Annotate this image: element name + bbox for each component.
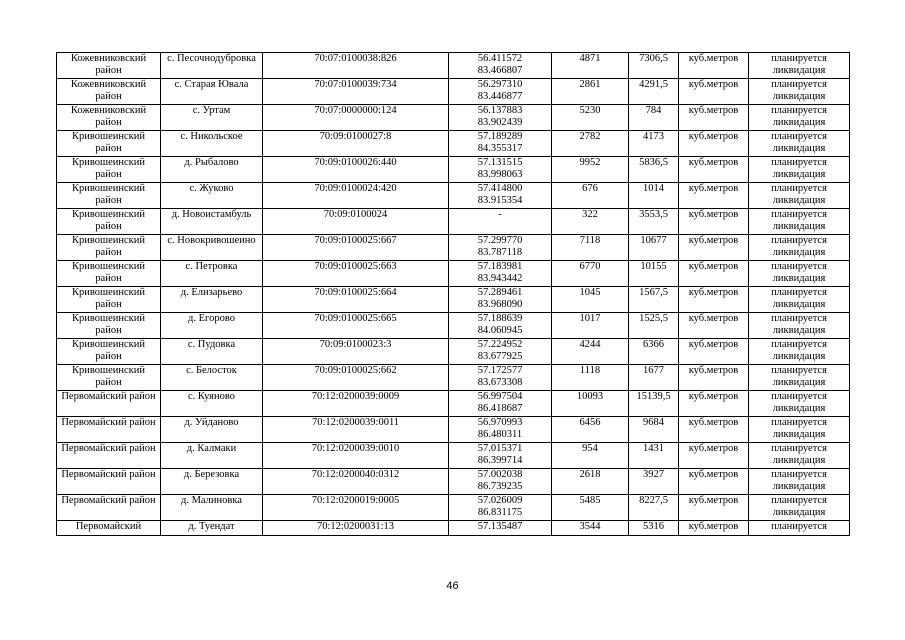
district-cell: Кривошеинский район [57,339,161,365]
settlement-cell: с. Уртам [161,105,263,131]
unit-cell: куб.метров [679,443,749,469]
table-row [57,183,850,209]
cadastral-number-cell: 70:07:0100039:734 [263,79,449,105]
status-cell: планируется ликвидация [749,105,850,131]
coordinates-cell: 57.414800 83.915354 [449,183,552,209]
district-cell: Кривошеинский район [57,365,161,391]
unit-cell: куб.метров [679,495,749,521]
status-cell: планируется [749,521,850,536]
settlement-cell: д. Березовка [161,469,263,495]
table-row [57,495,850,521]
volume-cell: 1431 [629,443,679,469]
volume-cell: 3927 [629,469,679,495]
settlement-cell: д. Малиновка [161,495,263,521]
status-cell: планируется ликвидация [749,443,850,469]
volume-cell: 4173 [629,131,679,157]
settlement-cell: с. Никольское [161,131,263,157]
settlement-cell: д. Новоистамбуль [161,209,263,235]
table-row [57,339,850,365]
unit-cell: куб.метров [679,339,749,365]
district-cell: Первомайский район [57,417,161,443]
cadastral-number-cell: 70:12:0200040:0312 [263,469,449,495]
volume-cell: 15139,5 [629,391,679,417]
table-row [57,131,850,157]
cadastral-number-cell: 70:07:0100038:826 [263,53,449,79]
unit-cell: куб.метров [679,105,749,131]
area-cell: 4244 [552,339,629,365]
table-row [57,79,850,105]
status-cell: планируется ликвидация [749,287,850,313]
district-cell: Кожевниковский район [57,79,161,105]
coordinates-cell: 57.015371 86.399714 [449,443,552,469]
cadastral-number-cell: 70:09:0100027:8 [263,131,449,157]
coordinates-cell: 57.299770 83.787118 [449,235,552,261]
cadastral-number-cell: 70:09:0100023:3 [263,339,449,365]
volume-cell: 1567,5 [629,287,679,313]
unit-cell: куб.метров [679,469,749,495]
table-body [57,53,850,536]
unit-cell: куб.метров [679,313,749,339]
area-cell: 1017 [552,313,629,339]
unit-cell: куб.метров [679,183,749,209]
area-cell: 5230 [552,105,629,131]
coordinates-cell: 57.002038 86.739235 [449,469,552,495]
settlement-cell: с. Новокривошеино [161,235,263,261]
unit-cell: куб.метров [679,261,749,287]
coordinates-cell: 57.183981 83.943442 [449,261,552,287]
cadastral-number-cell: 70:09:0100024 [263,209,449,235]
settlement-cell: д. Уйданово [161,417,263,443]
district-cell: Первомайский район [57,495,161,521]
volume-cell: 1525,5 [629,313,679,339]
unit-cell: куб.метров [679,131,749,157]
area-cell: 10093 [552,391,629,417]
table-row [57,53,850,79]
table-row [57,443,850,469]
status-cell: планируется ликвидация [749,495,850,521]
unit-cell: куб.метров [679,79,749,105]
status-cell: планируется ликвидация [749,469,850,495]
volume-cell: 5836,5 [629,157,679,183]
volume-cell: 4291,5 [629,79,679,105]
settlement-cell: д. Елизарьево [161,287,263,313]
district-cell: Кривошеинский район [57,235,161,261]
volume-cell: 5316 [629,521,679,536]
cadastral-number-cell: 70:09:0100025:667 [263,235,449,261]
area-cell: 6456 [552,417,629,443]
status-cell: планируется ликвидация [749,209,850,235]
volume-cell: 9684 [629,417,679,443]
table-row [57,105,850,131]
area-cell: 2861 [552,79,629,105]
district-cell: Кривошеинский район [57,287,161,313]
status-cell: планируется ликвидация [749,53,850,79]
status-cell: планируется ликвидация [749,313,850,339]
table-row [57,469,850,495]
district-cell: Первомайский район [57,391,161,417]
status-cell: планируется ликвидация [749,391,850,417]
table-row [57,235,850,261]
district-cell: Кривошеинский район [57,209,161,235]
settlement-cell: с. Пудовка [161,339,263,365]
settlement-cell: с. Петровка [161,261,263,287]
coordinates-cell: 57.289461 83.968090 [449,287,552,313]
coordinates-cell: 56.137883 83.902439 [449,105,552,131]
cadastral-number-cell: 70:09:0100025:662 [263,365,449,391]
table-row [57,287,850,313]
volume-cell: 10677 [629,235,679,261]
status-cell: планируется ликвидация [749,339,850,365]
area-cell: 2618 [552,469,629,495]
coordinates-cell: 57.188639 84.060945 [449,313,552,339]
district-cell: Кожевниковский район [57,53,161,79]
status-cell: планируется ликвидация [749,183,850,209]
volume-cell: 3553,5 [629,209,679,235]
district-cell: Первомайский [57,521,161,536]
cadastral-number-cell: 70:09:0100025:665 [263,313,449,339]
table-row [57,391,850,417]
settlement-cell: д. Егорово [161,313,263,339]
settlement-cell: с. Песочнодубровка [161,53,263,79]
volume-cell: 7306,5 [629,53,679,79]
area-cell: 9952 [552,157,629,183]
unit-cell: куб.метров [679,391,749,417]
status-cell: планируется ликвидация [749,79,850,105]
coordinates-cell: 56.997504 86.418687 [449,391,552,417]
cadastral-number-cell: 70:07:0000000:124 [263,105,449,131]
coordinates-cell: 56.297310 83.446877 [449,79,552,105]
area-cell: 322 [552,209,629,235]
cadastral-number-cell: 70:12:0200039:0011 [263,417,449,443]
volume-cell: 784 [629,105,679,131]
area-cell: 3544 [552,521,629,536]
settlement-cell: с. Куяново [161,391,263,417]
cadastral-number-cell: 70:12:0200019:0005 [263,495,449,521]
unit-cell: куб.метров [679,417,749,443]
volume-cell: 8227,5 [629,495,679,521]
coordinates-cell: - [449,209,552,235]
area-cell: 1118 [552,365,629,391]
table-row [57,157,850,183]
district-cell: Кривошеинский район [57,131,161,157]
status-cell: планируется ликвидация [749,131,850,157]
coordinates-cell: 57.026009 86.831175 [449,495,552,521]
table-row [57,365,850,391]
area-cell: 4871 [552,53,629,79]
page-number: 46 [446,580,459,592]
unit-cell: куб.метров [679,157,749,183]
unit-cell: куб.метров [679,209,749,235]
settlement-cell: д. Туендат [161,521,263,536]
cadastral-number-cell: 70:09:0100025:663 [263,261,449,287]
volume-cell: 1014 [629,183,679,209]
landfill-table [56,52,850,536]
area-cell: 1045 [552,287,629,313]
coordinates-cell: 56.411572 83.466807 [449,53,552,79]
coordinates-cell: 57.172577 83.673308 [449,365,552,391]
volume-cell: 10155 [629,261,679,287]
settlement-cell: с. Белосток [161,365,263,391]
cadastral-number-cell: 70:12:0200031:13 [263,521,449,536]
coordinates-cell: 57.131515 83.998063 [449,157,552,183]
table-row [57,521,850,536]
cadastral-number-cell: 70:12:0200039:0010 [263,443,449,469]
volume-cell: 6366 [629,339,679,365]
district-cell: Кожевниковский район [57,105,161,131]
district-cell: Кривошеинский район [57,313,161,339]
settlement-cell: д. Рыбалово [161,157,263,183]
district-cell: Первомайский район [57,443,161,469]
status-cell: планируется ликвидация [749,261,850,287]
coordinates-cell: 57.224952 83.677925 [449,339,552,365]
status-cell: планируется ликвидация [749,417,850,443]
cadastral-number-cell: 70:09:0100024:420 [263,183,449,209]
unit-cell: куб.метров [679,53,749,79]
district-cell: Кривошеинский район [57,183,161,209]
coordinates-cell: 57.189289 84.355317 [449,131,552,157]
settlement-cell: с. Старая Ювала [161,79,263,105]
unit-cell: куб.метров [679,521,749,536]
coordinates-cell: 56.970993 86.480311 [449,417,552,443]
area-cell: 7118 [552,235,629,261]
status-cell: планируется ликвидация [749,235,850,261]
table-row [57,417,850,443]
unit-cell: куб.метров [679,365,749,391]
unit-cell: куб.метров [679,235,749,261]
status-cell: планируется ликвидация [749,365,850,391]
area-cell: 2782 [552,131,629,157]
settlement-cell: д. Калмаки [161,443,263,469]
settlement-cell: с. Жуково [161,183,263,209]
table-row [57,209,850,235]
table-row [57,261,850,287]
cadastral-number-cell: 70:09:0100025:664 [263,287,449,313]
status-cell: планируется ликвидация [749,157,850,183]
district-cell: Первомайский район [57,469,161,495]
coordinates-cell: 57.135487 [449,521,552,536]
district-cell: Кривошеинский район [57,261,161,287]
cadastral-number-cell: 70:09:0100026:440 [263,157,449,183]
area-cell: 676 [552,183,629,209]
district-cell: Кривошеинский район [57,157,161,183]
unit-cell: куб.метров [679,287,749,313]
area-cell: 6770 [552,261,629,287]
volume-cell: 1677 [629,365,679,391]
cadastral-number-cell: 70:12:0200039:0009 [263,391,449,417]
area-cell: 954 [552,443,629,469]
table-row [57,313,850,339]
area-cell: 5485 [552,495,629,521]
